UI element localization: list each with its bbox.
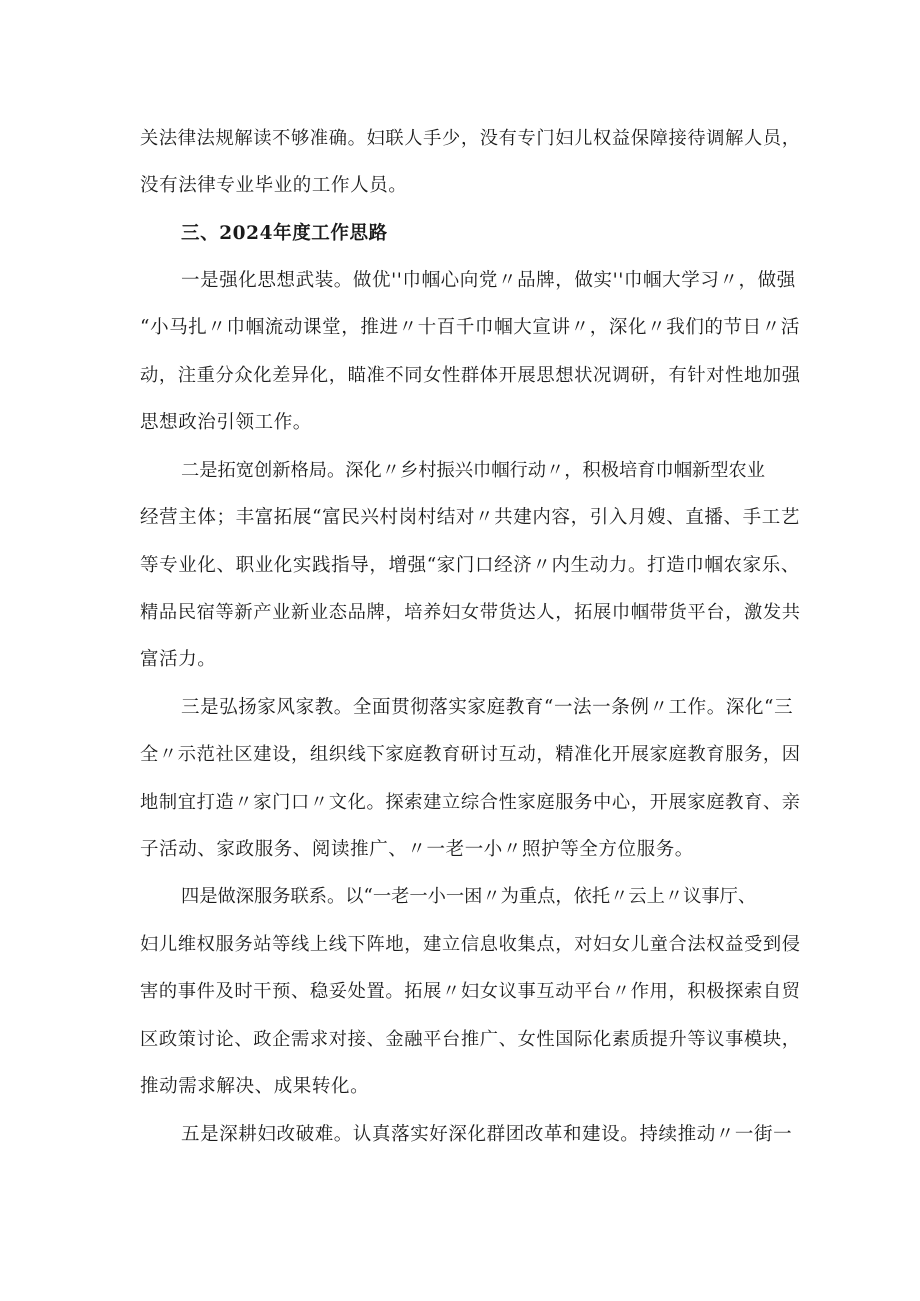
paragraph-line: 四是做深服务联系。以“一老一小一困〃为重点，依托〃云上〃议事厅、 — [181, 886, 757, 907]
paragraph-line: “小马扎〃巾帼流动课堂，推进〃十百千巾帼大宣讲〃，深化〃我们的节日〃活 — [140, 317, 800, 338]
section-heading: 三、2024年度工作思路 — [181, 223, 388, 244]
paragraph-line: 富活力。 — [140, 649, 217, 670]
paragraph-line: 妇儿维权服务站等线上线下阵地，建立信息收集点，对妇女儿童合法权益受到侵 — [140, 934, 800, 955]
paragraph-line: 没有法律专业毕业的工作人员。 — [140, 175, 408, 196]
paragraph-line: 二是拓宽创新格局。深化〃乡村振兴巾帼行动〃，积极培育巾帼新型农业 — [181, 460, 765, 481]
paragraph-line: 经营主体；丰富拓展“富民兴村岗村结对〃共建内容，引入月嫂、直播、手工艺 — [140, 507, 800, 528]
paragraph-line: 精品民宿等新产业新业态品牌，培养妇女带货达人，拓展巾帼带货平台，激发共 — [140, 602, 800, 623]
paragraph-line: 思想政治引领工作。 — [140, 412, 312, 433]
paragraph-line: 推动需求解决、成果转化。 — [140, 1076, 370, 1097]
paragraph-line: 五是深耕妇改破难。认真落实好深化群团改革和建设。持续推动〃一街一 — [181, 1124, 793, 1145]
paragraph-line: 害的事件及时干预、稳妥处置。拓展〃妇女议事互动平台〃作用，积极探索自贸 — [140, 981, 800, 1002]
paragraph-line: 区政策讨论、政企需求对接、金融平台推广、女性国际化素质提升等议事模块， — [140, 1029, 800, 1050]
paragraph-line: 子活动、家政服务、阅读推广、〃一老一小〃照护等全方位服务。 — [140, 839, 694, 860]
paragraph-line: 关法律法规解读不够准确。妇联人手少，没有专门妇儿权益保障接待调解人员， — [140, 128, 800, 149]
paragraph-line: 等专业化、职业化实践指导，增强“家门口经济〃内生动力。打造巾帼农家乐、 — [140, 555, 800, 576]
paragraph-line: 一是强化思想武装。做优''巾帼心向党〃品牌，做实''巾帼大学习〃，做强 — [181, 270, 796, 291]
paragraph-line: 全〃示范社区建设，组织线下家庭教育研讨互动，精准化开展家庭教育服务，因 — [140, 744, 800, 765]
paragraph-line: 三是弘扬家风家教。全面贯彻落实家庭教育“一法一条例〃工作。深化“三 — [181, 697, 794, 718]
paragraph-line: 动，注重分众化差异化，瞄准不同女性群体开展思想状况调研，有针对性地加强 — [140, 365, 800, 386]
paragraph-line: 地制宜打造〃家门口〃文化。探索建立综合性家庭服务中心，开展家庭教育、亲 — [140, 792, 800, 813]
